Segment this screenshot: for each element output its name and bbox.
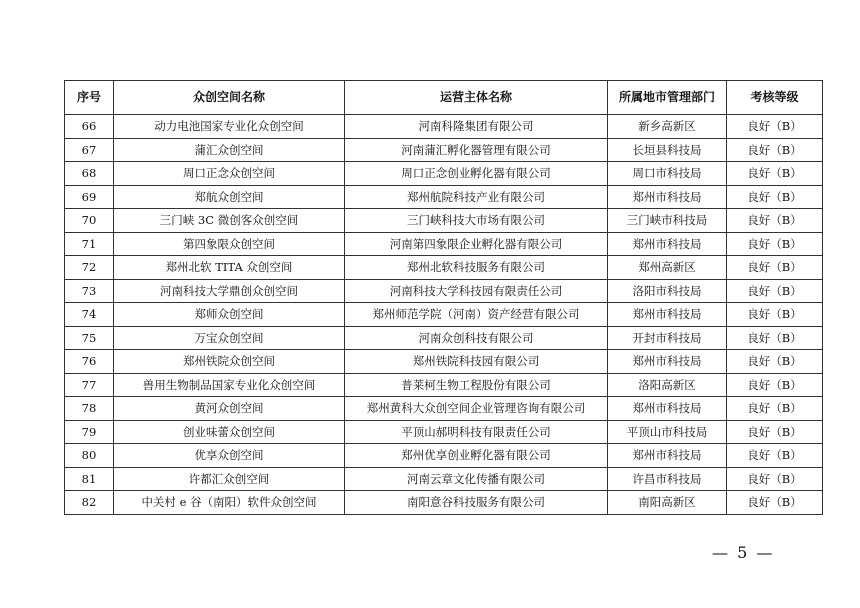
table-row — [65, 467, 823, 491]
cell-space-name: 中关村 e 谷（南阳）软件众创空间 — [114, 491, 345, 515]
cell-operator: 郑州黄科大众创空间企业管理咨询有限公司 — [345, 397, 608, 421]
cell-dept: 平顶山市科技局 — [608, 420, 727, 444]
table-row — [65, 185, 823, 209]
cell-space-name: 动力电池国家专业化众创空间 — [114, 115, 345, 139]
table-row — [65, 256, 823, 280]
cell-space-name: 郑师众创空间 — [114, 303, 345, 327]
cell-no: 74 — [65, 303, 114, 327]
table-header — [65, 81, 823, 115]
cell-no: 75 — [65, 326, 114, 350]
table-row — [65, 303, 823, 327]
table-row — [65, 373, 823, 397]
cell-grade: 良好（B） — [727, 115, 823, 139]
header-no: 序号 — [65, 81, 114, 115]
cell-space-name: 优享众创空间 — [114, 444, 345, 468]
cell-no: 71 — [65, 232, 114, 256]
cell-dept: 三门峡市科技局 — [608, 209, 727, 233]
header-row — [65, 81, 823, 115]
cell-no: 76 — [65, 350, 114, 374]
cell-no: 80 — [65, 444, 114, 468]
cell-space-name: 蒲汇众创空间 — [114, 138, 345, 162]
cell-dept: 周口市科技局 — [608, 162, 727, 186]
table-row — [65, 491, 823, 515]
cell-operator: 郑州北软科技服务有限公司 — [345, 256, 608, 280]
cell-operator: 平顶山郝明科技有限责任公司 — [345, 420, 608, 444]
cell-grade: 良好（B） — [727, 303, 823, 327]
cell-operator: 河南众创科技有限公司 — [345, 326, 608, 350]
cell-grade: 良好（B） — [727, 420, 823, 444]
cell-space-name: 郑州铁院众创空间 — [114, 350, 345, 374]
header-grade: 考核等级 — [727, 81, 823, 115]
cell-no: 77 — [65, 373, 114, 397]
cell-grade: 良好（B） — [727, 232, 823, 256]
cell-space-name: 创业味蕾众创空间 — [114, 420, 345, 444]
cell-grade: 良好（B） — [727, 350, 823, 374]
cell-space-name: 第四象限众创空间 — [114, 232, 345, 256]
cell-no: 73 — [65, 279, 114, 303]
cell-operator: 河南第四象限企业孵化器有限公司 — [345, 232, 608, 256]
cell-no: 70 — [65, 209, 114, 233]
cell-dept: 许昌市科技局 — [608, 467, 727, 491]
cell-no: 81 — [65, 467, 114, 491]
cell-operator: 郑州铁院科技园有限公司 — [345, 350, 608, 374]
cell-dept: 郑州市科技局 — [608, 444, 727, 468]
header-dept: 所属地市管理部门 — [608, 81, 727, 115]
cell-grade: 良好（B） — [727, 467, 823, 491]
cell-grade: 良好（B） — [727, 185, 823, 209]
header-operator: 运营主体名称 — [345, 81, 608, 115]
cell-no: 69 — [65, 185, 114, 209]
table-row — [65, 162, 823, 186]
cell-operator: 郑州优享创业孵化器有限公司 — [345, 444, 608, 468]
cell-operator: 河南科隆集团有限公司 — [345, 115, 608, 139]
cell-grade: 良好（B） — [727, 209, 823, 233]
cell-dept: 新乡高新区 — [608, 115, 727, 139]
cell-space-name: 兽用生物制品国家专业化众创空间 — [114, 373, 345, 397]
cell-no: 82 — [65, 491, 114, 515]
table-row — [65, 209, 823, 233]
cell-operator: 河南云章文化传播有限公司 — [345, 467, 608, 491]
cell-no: 66 — [65, 115, 114, 139]
cell-space-name: 郑航众创空间 — [114, 185, 345, 209]
cell-no: 78 — [65, 397, 114, 421]
cell-dept: 南阳高新区 — [608, 491, 727, 515]
cell-dept: 郑州市科技局 — [608, 350, 727, 374]
header-space-name: 众创空间名称 — [114, 81, 345, 115]
cell-dept: 郑州市科技局 — [608, 185, 727, 209]
table-row — [65, 326, 823, 350]
cell-grade: 良好（B） — [727, 491, 823, 515]
cell-grade: 良好（B） — [727, 326, 823, 350]
cell-dept: 洛阳市科技局 — [608, 279, 727, 303]
cell-space-name: 河南科技大学鼎创众创空间 — [114, 279, 345, 303]
cell-no: 68 — [65, 162, 114, 186]
table-row — [65, 397, 823, 421]
cell-space-name: 郑州北软 TITA 众创空间 — [114, 256, 345, 280]
table-row — [65, 115, 823, 139]
cell-dept: 郑州高新区 — [608, 256, 727, 280]
cell-dept: 郑州市科技局 — [608, 397, 727, 421]
table-body — [65, 115, 823, 515]
cell-grade: 良好（B） — [727, 162, 823, 186]
cell-grade: 良好（B） — [727, 279, 823, 303]
cell-no: 72 — [65, 256, 114, 280]
cell-grade: 良好（B） — [727, 444, 823, 468]
cell-no: 67 — [65, 138, 114, 162]
cell-operator: 三门峡科技大市场有限公司 — [345, 209, 608, 233]
cell-dept: 郑州市科技局 — [608, 303, 727, 327]
cell-grade: 良好（B） — [727, 256, 823, 280]
cell-dept: 郑州市科技局 — [608, 232, 727, 256]
cell-operator: 河南蒲汇孵化器管理有限公司 — [345, 138, 608, 162]
cell-space-name: 许都汇众创空间 — [114, 467, 345, 491]
cell-dept: 开封市科技局 — [608, 326, 727, 350]
table-row — [65, 420, 823, 444]
cell-space-name: 三门峡 3C 微创客众创空间 — [114, 209, 345, 233]
cell-space-name: 万宝众创空间 — [114, 326, 345, 350]
cell-operator: 郑州师范学院（河南）资产经营有限公司 — [345, 303, 608, 327]
cell-space-name: 周口正念众创空间 — [114, 162, 345, 186]
table-row — [65, 350, 823, 374]
cell-operator: 郑州航院科技产业有限公司 — [345, 185, 608, 209]
table-row — [65, 138, 823, 162]
cell-dept: 长垣县科技局 — [608, 138, 727, 162]
page-number: — 5 — — [712, 543, 775, 562]
table-row — [65, 279, 823, 303]
cell-operator: 南阳意谷科技服务有限公司 — [345, 491, 608, 515]
cell-operator: 普莱柯生物工程股份有限公司 — [345, 373, 608, 397]
table-row — [65, 232, 823, 256]
cell-space-name: 黄河众创空间 — [114, 397, 345, 421]
space-roster-table — [64, 80, 823, 515]
cell-operator: 河南科技大学科技园有限责任公司 — [345, 279, 608, 303]
cell-operator: 周口正念创业孵化器有限公司 — [345, 162, 608, 186]
cell-no: 79 — [65, 420, 114, 444]
cell-dept: 洛阳高新区 — [608, 373, 727, 397]
cell-grade: 良好（B） — [727, 397, 823, 421]
cell-grade: 良好（B） — [727, 138, 823, 162]
table-row — [65, 444, 823, 468]
cell-grade: 良好（B） — [727, 373, 823, 397]
